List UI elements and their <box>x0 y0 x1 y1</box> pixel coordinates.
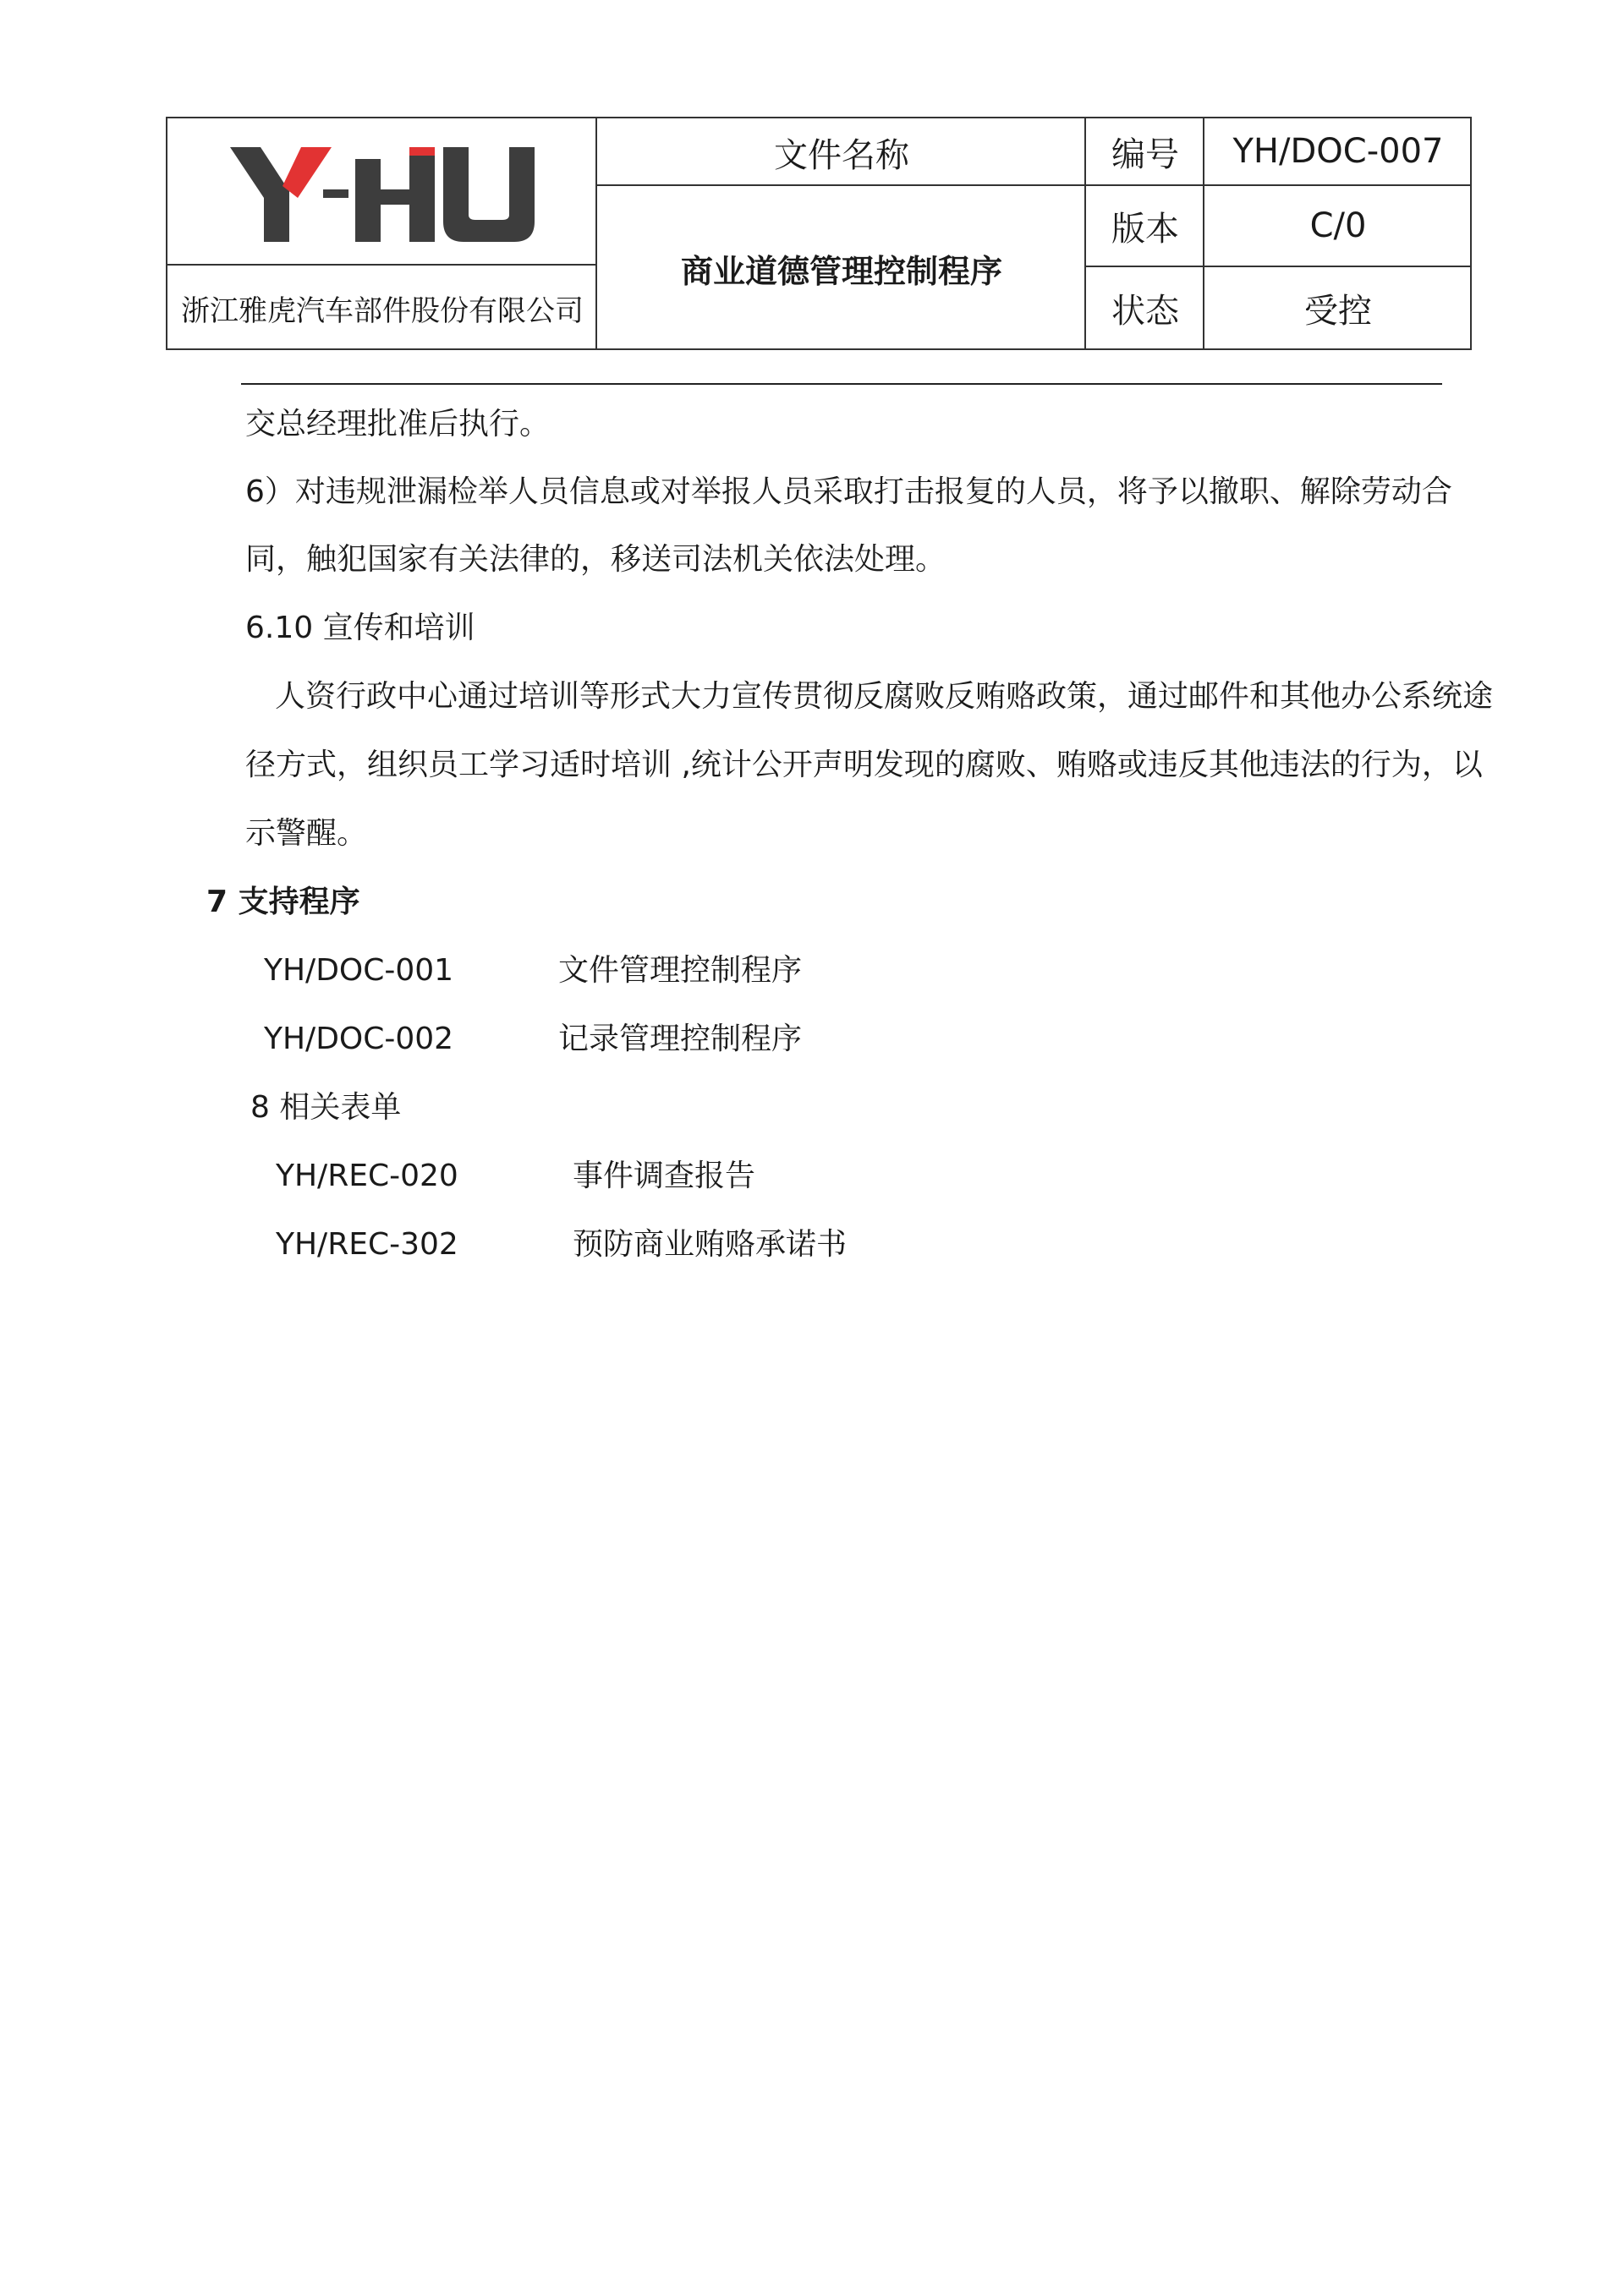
procedure-name: 记录管理控制程序 <box>558 1022 803 1056</box>
body-line: 人资行政中心通过培训等形式大力宣传贯彻反腐败反贿赂政策，通过邮件和其他办公系统途 <box>275 679 1494 714</box>
version-label: 版本 <box>1111 209 1179 249</box>
company-logo <box>167 118 597 266</box>
form-code: YH/REC-302 <box>276 1227 458 1262</box>
section-heading-7: 7 支持程序 <box>206 885 360 919</box>
section-heading-8: 8 相关表单 <box>250 1090 402 1125</box>
body-line: 同，触犯国家有关法律的，移送司法机关依法处理。 <box>245 542 946 577</box>
status-label: 状态 <box>1111 291 1179 331</box>
doc-name-label: 文件名称 <box>774 135 909 175</box>
form-name: 预防商业贿赂承诺书 <box>573 1227 848 1262</box>
version-value: C/0 <box>1309 206 1367 245</box>
section-heading-6-10: 6.10 宣传和培训 <box>245 611 475 645</box>
doc-title: 商业道德管理控制程序 <box>680 252 1002 290</box>
body-line: 径方式，组织员工学习适时培训 ,统计公开声明发现的腐败、贿赂或违反其他违法的行为，以 <box>245 748 1483 782</box>
status-value: 受控 <box>1304 291 1372 331</box>
company-name: 浙江雅虎汽车部件股份有限公司 <box>181 293 584 328</box>
procedure-code: YH/DOC-002 <box>264 1022 454 1056</box>
body-line: 示警醒。 <box>245 816 368 851</box>
procedure-name: 文件管理控制程序 <box>558 953 803 988</box>
body-line: 交总经理批准后执行。 <box>245 407 551 441</box>
document-header-table <box>166 117 1472 350</box>
body-line: 6）对违规泄漏检举人员信息或对举报人员采取打击报复的人员，将予以撤职、解除劳动合 <box>245 474 1452 509</box>
header-rule <box>241 383 1442 385</box>
doc-number-label: 编号 <box>1111 134 1179 174</box>
form-name: 事件调查报告 <box>573 1159 756 1193</box>
yhu-logo-icon <box>230 147 535 242</box>
form-code: YH/REC-020 <box>276 1159 458 1193</box>
doc-number-value: YH/DOC-007 <box>1232 132 1444 171</box>
procedure-code: YH/DOC-001 <box>264 953 454 988</box>
